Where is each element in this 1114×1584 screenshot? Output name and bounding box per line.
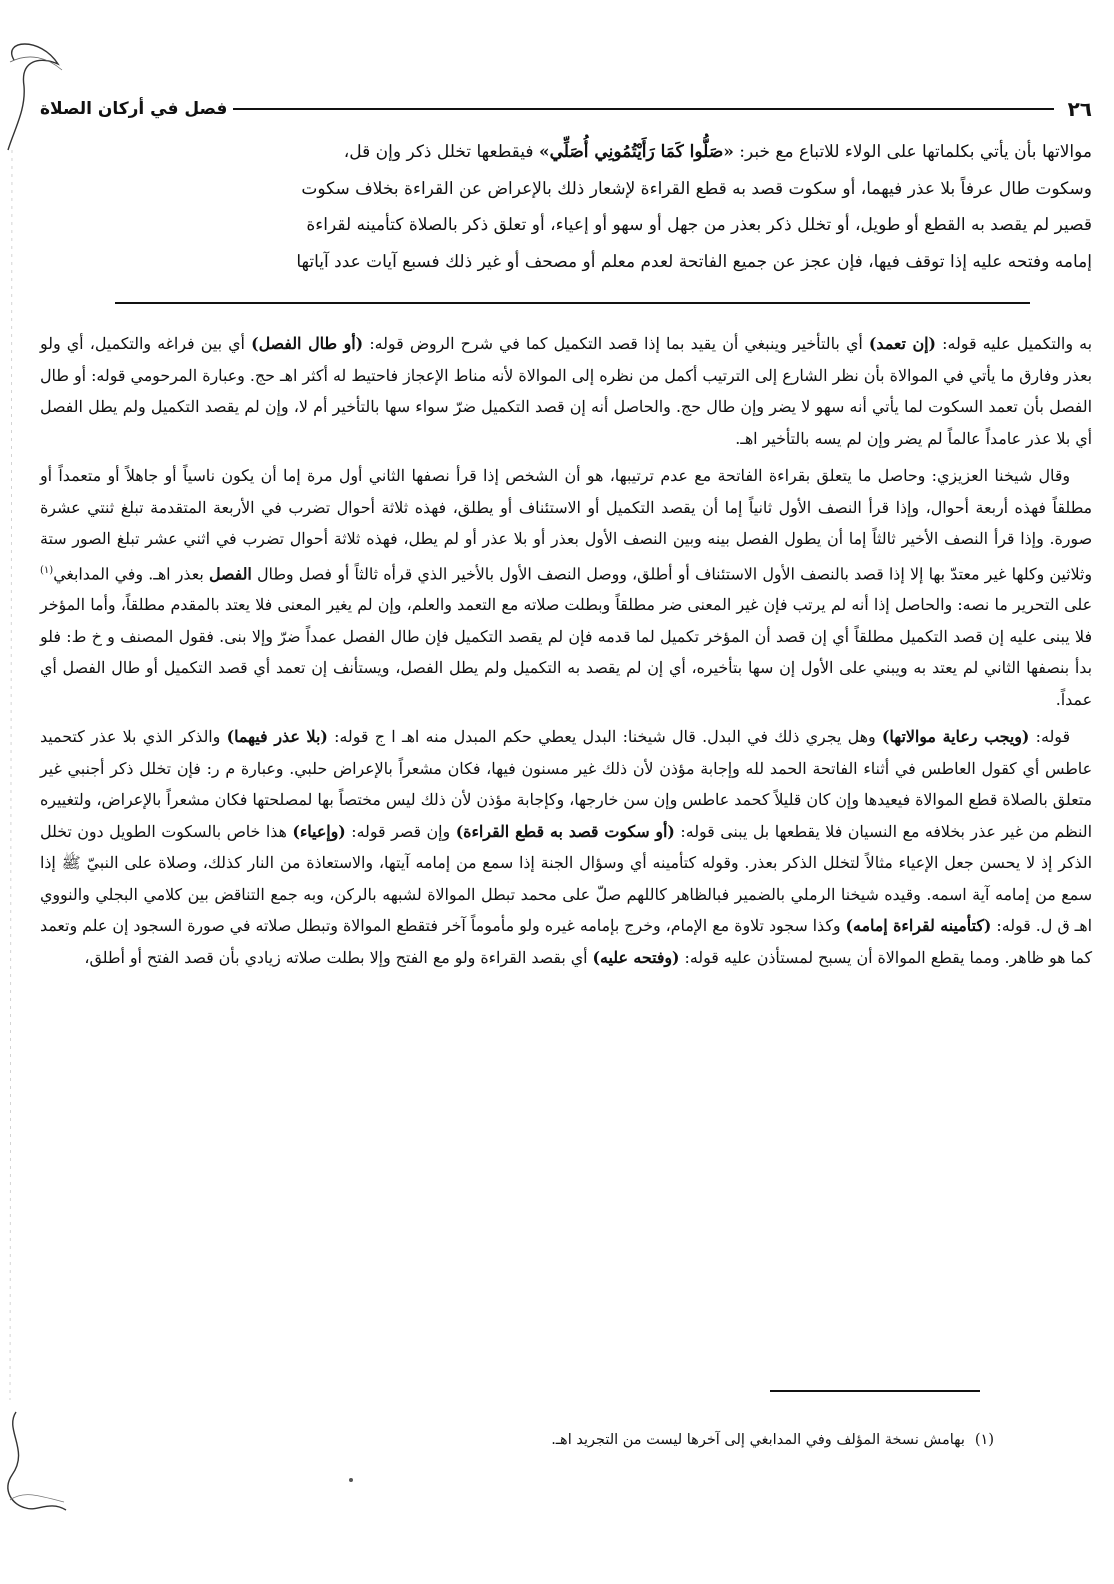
quoted-phrase: (بلا عذر فيهما) xyxy=(226,727,328,747)
quoted-phrase: (أو طال الفصل) xyxy=(251,334,364,353)
footnote xyxy=(294,1432,994,1448)
text-separator-rule xyxy=(115,302,1030,304)
header-rule xyxy=(233,108,1053,110)
quoted-phrase: الفصل xyxy=(208,563,252,583)
commentary-paragraph: وقال شيخنا العزيزي: وحاصل ما يتعلق بقراءة الفاتحة مع عدم ترتيبها، هو أن الشخص إذا قرأ نصفها الثاني أول مرة إما أن يكون ناسياً أو جاهلاً أو متعمداً أو مطلقاً فهذه أربعة أحوال، وإذا قرأ النصف الأول ثانياً إما أن يقصد التكميل أو الاستئناف أو يطلق، فهذه ثلاثة أحوال تضرب في الأربعة المتقدمة تبلغ ثنتي عشرة صورة. وإذا قرأ النصف الأخير ثالثاً إما أن يطول الفصل بينه وبين النصف الأول بعذر أو بلا عذر أو لم يطل، فهذه ثلاثة أحوال تضرب في اثني عشر تبلغ الصور ستة وثلاثين وكلها غير معتدّ بها إلا إذا قصد بالنصف الأول الاستئناف أو أطلق، ووصل النصف الأول بالأخير الذي قرأه ثالثاً أو فصل وطال الفصل بعذر اهـ. وفي المدابغي$^{(١)}$ على التحرير ما نصه: والحاصل إذا أنه لم يرتب فإن غير المعنى ضر مطلقاً وبطلت صلاته مع التعمد والعلم، وإن لم يغير المعنى فلا يعتد بالمقدم مطلقاً، وأما المؤخر فلا يبنى عليه إن قصد التكميل مطلقاً أي إن قصد أن المؤخر تكميل لما قدمه فإن لم يقصد التكميل فإن طال الفصل عمداً ضرّ وإلا بنى. فقول المصنف و خ ط: فلو بدأ بنصفها الثاني لم يعتد به ويبني على الأول إن سها بتأخيره، أي إن لم يقصد به التكميل ولم يطل الفصل، ويستأنف إن تعمد أي قصد التكميل أو طال الفصل أي عمداً. xyxy=(40,466,1092,709)
main-text-line: موالاتها بأن يأتي بكلماتها على الولاء للاتباع مع خبر: «صَلُّوا كَمَا رَأَيْتُمُونِي أُصَلِّي» فيقطعها تخلل ذكر وإن قل، xyxy=(343,142,1092,162)
quoted-phrase: (كتأمينه لقراءة إمامه) xyxy=(845,916,992,936)
quoted-phrase: (أو سكوت قصد به قطع القراءة) xyxy=(455,821,675,841)
main-text-line: إمامه وفتحه عليه إذا توقف فيها، فإن عجز عن جميع الفاتحة لعدم معلم أو مصحف أو غير ذلك فسبع آيات عدد آياتها xyxy=(296,251,1092,272)
page-header xyxy=(40,92,1092,126)
quoted-phrase: (وإعياء) xyxy=(292,821,346,841)
hadith-quote: «صَلُّوا كَمَا رَأَيْتُمُونِي أُصَلِّي» xyxy=(538,142,734,162)
main-text-line: وسكوت طال عرفاً بلا عذر فيهما، أو سكوت قصد به قطع القراءة لإشعار ذلك بالإعراض عن القراءة بخلاف سكوت xyxy=(301,178,1092,199)
book-page xyxy=(40,92,1092,979)
quoted-phrase: (إن تعمد) xyxy=(868,334,936,353)
ink-speck xyxy=(349,1478,353,1482)
quoted-phrase: (ويجب رعاية موالاتها) xyxy=(881,727,1030,747)
page-number: ٢٦ xyxy=(1067,97,1092,121)
footnote-rule xyxy=(770,1390,980,1392)
footnote-marker: (١) xyxy=(40,564,54,576)
quoted-phrase: (وفتحه عليه) xyxy=(592,947,680,967)
footnote-text: بهامش نسخة المؤلف وفي المدابغي إلى آخرها ليست من التجريد اهـ. xyxy=(551,1432,965,1448)
running-title: فصل في أركان الصلاة xyxy=(40,99,228,119)
main-text-line: قصير لم يقصد به القطع أو طويل، أو تخلل ذكر بعذر من جهل أو سهو أو إعياء، أو تعلق ذكر بالصلاة كتأمينه لقراءة xyxy=(306,215,1092,235)
commentary-paragraph: به والتكميل عليه قوله: (إن تعمد) أي بالتأخير وينبغي أن يقيد بما إذا قصد التكميل كما في شرح الروض قوله: (أو طال الفصل) أي بين فراغه والتكميل، أي ولو بعذر وفارق ما يأتي في الموالاة بأن نظر الشارع إلى الترتيب أكمل من نظره إلى الموالاة لأنه مناط الإعجاز فاحتيط له أكثر اهـ حج. وعبارة المرحومي قوله: أو طال الفصل بأن تعمد السكوت لما يأتي أنه سهو لا يضر وإن طال حج. والحاصل أنه إن قصد التكميل ضرّ سواء سها بالتأخير أم لا، وإن لم يقصد التكميل ولم يطل الفصل أي بلا عذر عامداً عالماً لم يضر وإن لم يسه بالتأخير اهـ. xyxy=(40,334,1092,448)
commentary xyxy=(40,328,1092,973)
footnote-number: (١) xyxy=(974,1432,994,1448)
main-text xyxy=(40,134,1092,280)
commentary-paragraph: قوله: (ويجب رعاية موالاتها) وهل يجري ذلك في البدل. قال شيخنا: البدل يعطي حكم المبدل منه اهـ ا ج قوله: (بلا عذر فيهما) والذكر الذي بلا عذر كتحميد عاطس أي كقول العاطس في أثناء الفاتحة الحمد لله وإجابة مؤذن لأن ذلك غير مسنون فيها، فكان مشعراً بالإعراض حلبي. وعبارة م ر: فإن تخلل ذكر أجنبي غير متعلق بالصلاة قطع الموالاة فيعيدها وإن كان قليلاً كحمد عاطس وإن سن خارجها، وكإجابة مؤذن لأن ذلك ليس مختصاً بها لمصلحتها فكان مشعراً بالإعراض، ولتغييره النظم من غير عذر بخلافه مع النسيان فلا يقطعها بل يبنى قوله: (أو سكوت قصد به قطع القراءة) وإن قصر قوله: (وإعياء) هذا خاص بالسكوت الطويل دون تخلل الذكر إذ لا يحسن جعل الإعياء مثالاً لتخلل الذكر بعذر. وقوله كتأمينه أي وسؤال الجنة إذا سمع من إمامه آيتها، والاستعاذة من النار كذلك، وصلاة على النبيّ ﷺ إذا سمع من إمامه آية اسمه. وقيده شيخنا الرملي بالضمير فبالظاهر كاللهم صلّ على محمد تبطل الموالاة لشبهه بالركن، وبه جمع التناقض بين كلامي البجلي والنووي اهـ ق ل. قوله: (كتأمينه لقراءة إمامه) وكذا سجود تلاوة مع الإمام، وخرج بإمامه غيره ولو مأموماً آخر فتقطع الموالاة وتبطل صلاته في صورة السجود إن علم وتعمد كما هو ظاهر. ومما يقطع الموالاة أن يسبح لمستأذن عليه قوله: (وفتحه عليه) أي بقصد القراءة ولو مع الفتح وإلا بطلت صلاته زيادي بأن قصد الفتح أو أطلق، xyxy=(40,727,1092,967)
